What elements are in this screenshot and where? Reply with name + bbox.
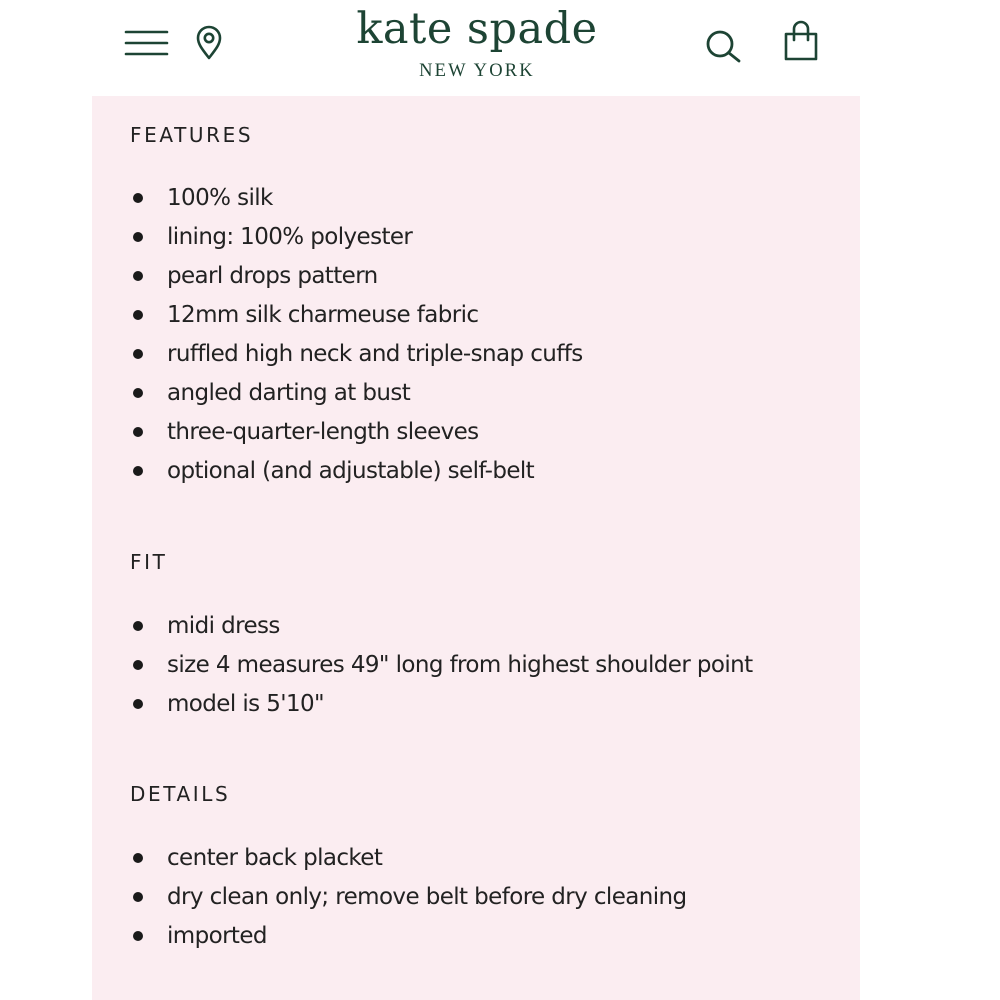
- list-item-text: imported: [167, 923, 267, 949]
- list-item: [130, 374, 583, 413]
- list-item: [130, 179, 583, 218]
- features-list: [130, 179, 583, 491]
- list-item-text: midi dress: [167, 613, 280, 639]
- features-heading: FEATURES: [130, 123, 254, 147]
- list-item-text: 12mm silk charmeuse fabric: [167, 302, 479, 328]
- list-item-text: pearl drops pattern: [167, 263, 378, 289]
- list-item: [130, 335, 583, 374]
- bullet-icon: [133, 193, 143, 203]
- store-locator-button[interactable]: [192, 24, 226, 62]
- list-item-text: size 4 measures 49" long from highest shoulder point: [167, 652, 753, 678]
- list-item-text: lining: 100% polyester: [167, 224, 413, 250]
- fit-list: [130, 607, 753, 724]
- brand-name: kate spade: [356, 4, 598, 54]
- bullet-icon: [133, 310, 143, 320]
- brand-logo[interactable]: [300, 4, 654, 82]
- list-item: [130, 218, 583, 257]
- bullet-icon: [133, 232, 143, 242]
- list-item: [130, 839, 687, 878]
- fit-heading: FIT: [130, 550, 168, 574]
- bullet-icon: [133, 892, 143, 902]
- list-item-text: center back placket: [167, 845, 383, 871]
- list-item-text: dry clean only; remove belt before dry cleaning: [167, 884, 687, 910]
- brand-subtitle: NEW YORK: [419, 61, 535, 81]
- details-list: [130, 839, 687, 956]
- shopping-bag-button[interactable]: [780, 20, 822, 62]
- list-item-text: 100% silk: [167, 185, 273, 211]
- list-item: [130, 413, 583, 452]
- list-item: [130, 296, 583, 335]
- list-item: [130, 917, 687, 956]
- bullet-icon: [133, 853, 143, 863]
- site-header: [0, 0, 1000, 96]
- bullet-icon: [133, 427, 143, 437]
- menu-button[interactable]: [122, 24, 172, 62]
- details-heading: DETAILS: [130, 782, 231, 806]
- list-item: [130, 878, 687, 917]
- list-item: [130, 685, 753, 724]
- map-pin-icon: [192, 24, 226, 62]
- product-description-panel: [92, 96, 860, 1000]
- bullet-icon: [133, 466, 143, 476]
- bullet-icon: [133, 349, 143, 359]
- list-item-text: three-quarter-length sleeves: [167, 419, 479, 445]
- list-item: [130, 452, 583, 491]
- bullet-icon: [133, 699, 143, 709]
- bullet-icon: [133, 271, 143, 281]
- hamburger-menu-icon: [122, 24, 172, 62]
- bullet-icon: [133, 660, 143, 670]
- list-item-text: angled darting at bust: [167, 380, 411, 406]
- bullet-icon: [133, 931, 143, 941]
- list-item: [130, 257, 583, 296]
- list-item-text: ruffled high neck and triple-snap cuffs: [167, 341, 583, 367]
- list-item-text: model is 5'10": [167, 691, 325, 717]
- shopping-bag-icon: [780, 20, 822, 62]
- search-icon: [702, 26, 744, 66]
- list-item: [130, 607, 753, 646]
- list-item-text: optional (and adjustable) self-belt: [167, 458, 535, 484]
- list-item: [130, 646, 753, 685]
- bullet-icon: [133, 621, 143, 631]
- bullet-icon: [133, 388, 143, 398]
- search-button[interactable]: [702, 26, 744, 66]
